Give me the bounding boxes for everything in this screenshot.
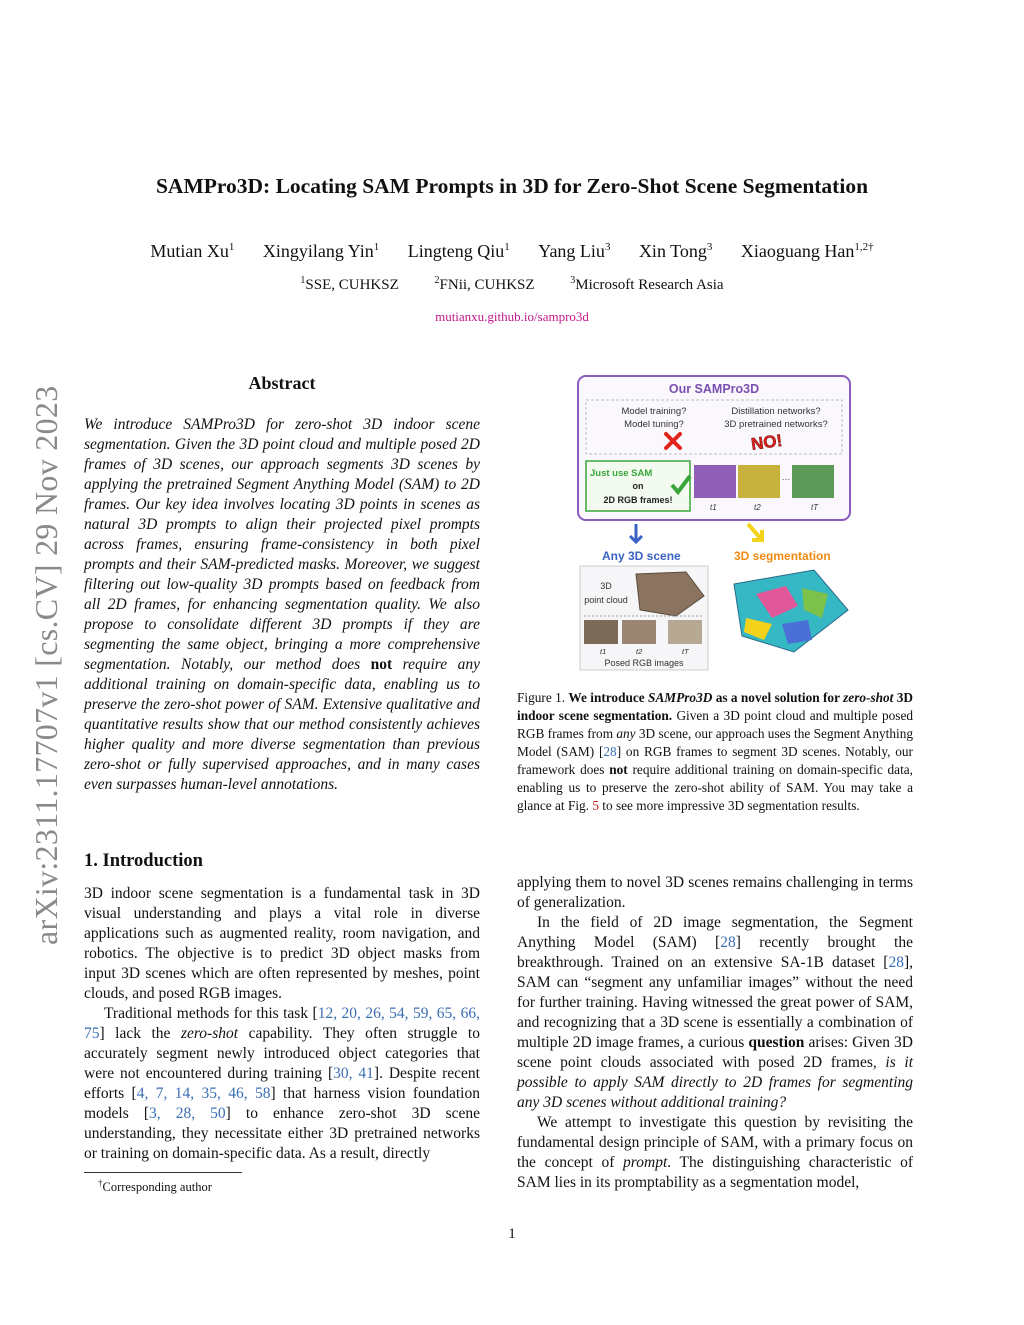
citation-link[interactable]: 12, 20, 26, 54, 59, 65, 66, 75 [84, 1005, 480, 1042]
svg-text:3D: 3D [600, 581, 612, 591]
author: Lingteng Qiu$^1$ [407, 241, 510, 261]
paragraph: In the field of 2D image segmentation, the Segment Anything Model (SAM) [28] recently brought the breakthrough. Trained on an extensive SA-1B dataset [28], SAM can “segment any unfamiliar images” without the need for further training. Having witnessed the great power of SAM, and recognizing that a 3D scene is essentially a combination of multiple 2D image frames, a curious question arises: Given 3D scene point clouds associated with posed 2D frames, is it possible to apply SAM directly to 2D frames for segmenting any 3D scenes without additional training? [517, 914, 913, 1111]
citation-link[interactable]: 28 [888, 954, 904, 971]
paper-title: SAMPro3D: Locating SAM Prompts in 3D for Zero-Shot Scene Segmentation [155, 174, 869, 198]
project-url-link[interactable]: mutianxu.github.io/sampro3d [435, 309, 589, 324]
affiliation: $^3$Microsoft Research Asia [570, 275, 724, 293]
svg-text:Posed RGB images: Posed RGB images [604, 658, 684, 668]
right-column-text [517, 873, 913, 1193]
affiliation: $^2$FNii, CUHKSZ [434, 275, 535, 293]
question-text: Distillation networks? [731, 406, 821, 417]
svg-text:…: … [781, 472, 791, 482]
question-text: 3D pretrained networks? [724, 419, 828, 430]
figure-reference-link[interactable]: 5 [592, 798, 599, 813]
abstract-heading: Abstract [248, 373, 316, 393]
citation-link[interactable]: 28 [720, 934, 736, 951]
citation-link[interactable]: 4, 7, 14, 35, 46, 58 [136, 1085, 271, 1102]
svg-text:2D RGB frames!: 2D RGB frames! [603, 495, 673, 505]
question-text: Model training? [621, 406, 687, 417]
frame-thumbnail [792, 465, 834, 498]
paragraph: We attempt to investigate this question by revisiting the fundamental design principle of SAM, with a primary focus on the concept of prompt. The distinguishing characteristic of SAM lies in its promptability as a segmentation model, [517, 1114, 913, 1191]
svg-text:t2: t2 [636, 647, 643, 656]
paragraph: applying them to novel 3D scenes remains challenging in terms of generalization. [517, 874, 913, 911]
figure-banner: Our SAMPro3D [668, 382, 760, 396]
just-use-sam-label: Just use SAM [590, 468, 653, 479]
author: Yang Liu$^3$ [538, 241, 611, 261]
frame-thumbnail [738, 465, 780, 498]
svg-text:t1: t1 [600, 647, 607, 656]
arxiv-stamp: arXiv:2311.17707v1 [cs.CV] 29 Nov 2023 [28, 385, 64, 945]
author: Xin Tong$^3$ [638, 241, 713, 261]
svg-text:t1: t1 [710, 503, 717, 512]
citation-link[interactable]: 30, 41 [333, 1065, 374, 1082]
paragraph: 3D indoor scene segmentation is a fundamental task in 3D visual understanding and plays a vital role in diverse applications such as augmented reality, room navigation, and robotics. The objective is to predict 3D object masks from input 3D scenes which are often represented by meshes, point clouds, and posed RGB images. [84, 885, 480, 1002]
rgb-image-thumbnail [584, 620, 618, 644]
paragraph: Traditional methods for this task [12, 20, 26, 54, 59, 65, 66, 75] lack the zero-shot capability. They often struggle to accurately segment newly introduced object categories that were not encountered during training [30, 41]. Despite recent efforts [4, 7, 14, 35, 46, 58] that harness vision foundation models [3, 28, 50] to enhance zero-shot 3D scene understanding, they necessitate either 3D pretrained networks or training on domain-specific data. As a result, directly [84, 1005, 481, 1162]
no-stamp: NO! [749, 430, 784, 454]
author-list [0, 241, 1024, 262]
svg-text:t2: t2 [754, 503, 761, 512]
rgb-image-thumbnail [622, 620, 656, 644]
footnote: †Corresponding author [98, 1178, 212, 1195]
svg-text:point cloud: point cloud [584, 595, 628, 605]
segmented-scene-thumbnail [734, 570, 848, 652]
svg-text:tT: tT [811, 503, 819, 512]
any-scene-label: Any 3D scene [602, 549, 681, 563]
svg-text:tT: tT [682, 647, 689, 656]
affiliation-list [0, 275, 1024, 294]
question-text: Model tuning? [624, 419, 684, 430]
page-number: 1 [508, 1226, 516, 1242]
segmentation-label: 3D segmentation [734, 549, 831, 563]
svg-text:on: on [632, 481, 644, 491]
citation-link[interactable]: 28 [603, 744, 617, 759]
section-heading-introduction: 1. Introduction [84, 851, 203, 871]
figure-1 [576, 374, 854, 674]
footnote-rule [84, 1172, 242, 1173]
rgb-image-thumbnail [668, 620, 702, 644]
citation-link[interactable]: 3, 28, 50 [149, 1105, 226, 1122]
arrow-diagonal-icon [748, 524, 762, 540]
author: Xingyilang Yin$^1$ [262, 241, 380, 261]
arrow-down-icon [630, 524, 642, 542]
figure-1-caption: Figure 1. We introduce SAMPro3D as a novel solution for zero-shot 3D indoor scene segmentation. Given a 3D point cloud and multiple posed RGB frames from any 3D scene, our approach uses the Segment Anything Model (SAM) [28] on RGB frames to segment 3D scenes. Notably, our framework does not require additional training on domain-specific data, enabling us to preserve the zero-shot ability of SAM. You may take a glance at Fig. 5 to see more impressive 3D segmentation results. [517, 690, 913, 813]
abstract-text: We introduce SAMPro3D for zero-shot 3D indoor scene segmentation. Given the 3D point cloud and multiple posed 2D frames of 3D scenes, our approach segments 3D scenes by applying the pretrained Segment Anything Model (SAM) to 2D frames. Our key idea involves locating 3D points in scenes as natural 3D prompts to align their projected pixel prompts across frames, ensuring frame-consistency in both pixel prompts and their SAM-predicted masks. Moreover, we suggest filtering out low-quality 3D prompts based on feedback from all 2D frames, for enhancing segmentation quality. We also propose to consolidate different 3D prompts if they are segmenting the same object, bringing a more comprehensive segmentation. Notably, our method does not require any additional training on domain-specific data, enabling us to preserve the zero-shot power of SAM. Extensive qualitative and quantitative results show that our method consistently achieves higher quality and more diverse segmentation than previous zero-shot or fully supervised approaches, and in many cases even surpasses human-level annotations. [84, 416, 480, 793]
introduction-text [84, 884, 480, 1164]
author: Mutian Xu$^1$ [150, 241, 235, 261]
affiliation: $^1$SSE, CUHKSZ [300, 275, 399, 293]
author: Xiaoguang Han$^{1,2\dagger}$ [740, 241, 874, 261]
frame-thumbnail [694, 465, 736, 498]
